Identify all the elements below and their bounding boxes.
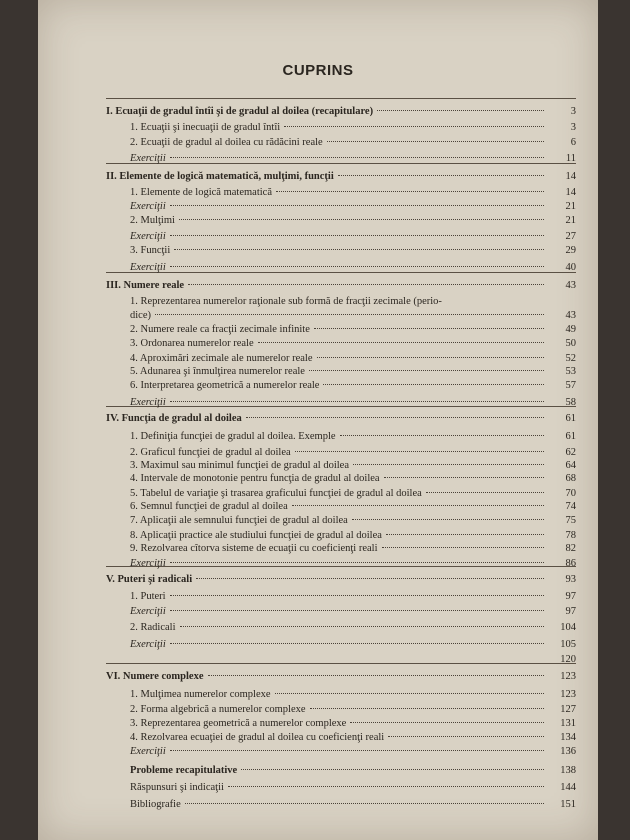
toc-entry-title: 2. Forma algebrică a numerelor complexe	[130, 704, 306, 715]
dot-leader	[174, 249, 544, 250]
dot-leader	[155, 314, 544, 315]
dot-leader	[170, 235, 544, 236]
section-divider	[106, 663, 576, 664]
dot-leader	[338, 175, 544, 176]
book-page	[38, 0, 598, 840]
toc-entry	[130, 590, 576, 603]
dot-leader	[180, 626, 545, 627]
dot-leader	[170, 562, 544, 563]
toc-entry-title: 6. Semnul funcţiei de gradul al doilea	[130, 501, 288, 512]
toc-entry-title: Exerciţii	[130, 231, 166, 242]
toc-page-number: 86	[565, 558, 576, 569]
toc-entry-title: 1. Definiţia funcţiei de gradul al doilea. Exemple	[130, 431, 336, 442]
toc-page-number: 78	[565, 530, 576, 541]
toc-page-number: 82	[565, 543, 576, 554]
toc-entry	[130, 446, 576, 459]
toc-entry	[130, 731, 576, 744]
toc-entry-title: 8. Aplicaţii practice ale studiului funcţiei de gradul al doilea	[130, 530, 382, 541]
toc-page-number: 61	[565, 413, 576, 424]
dot-leader	[353, 464, 544, 465]
toc-page-number: 105	[560, 639, 576, 650]
toc-page-number: 136	[560, 746, 576, 757]
toc-page-number: 21	[565, 201, 576, 212]
dot-leader	[170, 401, 544, 402]
toc-entry-title: V. Puteri şi radicali	[106, 574, 193, 585]
toc-entry-title: Exerciţii	[130, 153, 166, 164]
toc-exercises-entry	[130, 638, 576, 651]
dot-leader	[284, 126, 544, 127]
toc-entry-title: Exerciţii	[130, 262, 166, 273]
toc-entry-title: Exerciţii	[130, 201, 166, 212]
dot-leader	[327, 141, 544, 142]
toc-entry	[130, 430, 576, 443]
toc-entry-title: 7. Aplicaţii ale semnului funcţiei de gradul al doilea	[130, 515, 348, 526]
toc-exercises-entry	[130, 745, 576, 758]
dot-leader	[426, 492, 544, 493]
toc-page-number: 52	[565, 353, 576, 364]
dot-leader	[350, 722, 544, 723]
toc-entry-title: 2. Radicali	[130, 622, 176, 633]
toc-entry-title: 4. Rezolvarea ecuaţiei de gradul al doilea cu coeficienţi reali	[130, 732, 385, 743]
toc-entry	[130, 379, 576, 392]
dot-leader	[382, 547, 544, 548]
toc-entry-title: VI. Numere complexe	[106, 671, 204, 682]
toc-page-number: 97	[565, 606, 576, 617]
dot-leader	[310, 708, 544, 709]
toc-page-number: 6	[570, 137, 576, 148]
toc-entry-title: Răspunsuri şi indicaţii	[130, 782, 224, 793]
dot-leader	[386, 534, 544, 535]
toc-entry	[130, 781, 576, 794]
toc-page-number: 27	[565, 231, 576, 242]
toc-entry-title: 3. Maximul sau minimul funcţiei de gradul al doilea	[130, 460, 349, 471]
dot-leader	[170, 595, 544, 596]
toc-entry	[130, 365, 576, 378]
dot-leader	[275, 693, 544, 694]
dot-leader	[170, 266, 544, 267]
toc-page-number: 53	[565, 366, 576, 377]
toc-page-number: 123	[560, 671, 576, 682]
dot-leader	[208, 675, 545, 676]
page-title: CUPRINS	[282, 62, 354, 79]
toc-exercises-entry	[130, 396, 576, 409]
toc-entry-title: I. Ecuaţii de gradul întîi şi de gradul al doilea (recapitulare)	[106, 106, 374, 117]
toc-entry	[130, 309, 576, 322]
table-of-contents	[38, 0, 598, 840]
dot-leader	[309, 370, 544, 371]
toc-entry-title: 2. Numere reale ca fracţii zecimale infinite	[130, 324, 310, 335]
dot-leader	[241, 769, 544, 770]
toc-entry-title: 1. Puteri	[130, 591, 166, 602]
dot-leader	[276, 191, 544, 192]
dot-leader	[170, 643, 544, 644]
dot-leader	[323, 384, 544, 385]
toc-entry	[130, 529, 576, 542]
toc-page-number: 58	[565, 397, 576, 408]
toc-entry-title: Exerciţii	[130, 397, 166, 408]
dot-leader	[377, 110, 544, 111]
toc-page-number: 43	[565, 280, 576, 291]
toc-entry	[130, 244, 576, 257]
toc-page-number: 62	[565, 447, 576, 458]
dot-leader	[170, 157, 544, 158]
toc-entry-title: 1. Elemente de logică matematică	[130, 187, 272, 198]
toc-entry	[130, 337, 576, 350]
toc-page-number: 127	[560, 704, 576, 715]
toc-entry	[130, 764, 576, 777]
toc-page-number: 75	[565, 515, 576, 526]
dot-leader	[317, 357, 545, 358]
toc-page-number: 3	[570, 106, 576, 117]
dot-leader	[314, 328, 544, 329]
toc-entry	[130, 717, 576, 730]
toc-entry-title: IV. Funcţia de gradul al doilea	[106, 413, 242, 424]
toc-entry-title: dice)	[130, 310, 151, 321]
dot-leader	[340, 435, 544, 436]
toc-exercises-entry	[130, 152, 576, 165]
toc-page-number: 93	[565, 574, 576, 585]
toc-entry	[130, 487, 576, 500]
dot-leader	[188, 284, 544, 285]
toc-entry-title: 1. Ecuaţii şi inecuaţii de gradul întîi	[130, 122, 281, 133]
toc-page-number: 144	[560, 782, 576, 793]
dot-leader	[179, 219, 544, 220]
toc-entry-title: 4. Aproximări zecimale ale numerelor reale	[130, 353, 313, 364]
toc-entry	[130, 295, 576, 308]
section-divider	[106, 98, 576, 99]
toc-page-number: 104	[560, 622, 576, 633]
toc-page-number: 21	[565, 215, 576, 226]
dot-leader	[185, 803, 544, 804]
dot-leader	[246, 417, 544, 418]
toc-entry-title: 6. Interpretarea geometrică a numerelor reale	[130, 380, 320, 391]
toc-page-number: 57	[565, 380, 576, 391]
toc-chapter-entry	[106, 412, 576, 425]
toc-entry	[130, 472, 576, 485]
toc-page-number: 61	[565, 431, 576, 442]
toc-entry-title: 3. Funcţii	[130, 245, 171, 256]
toc-entry-title: Exerciţii	[130, 639, 166, 650]
toc-page-number: 151	[560, 799, 576, 810]
toc-entry-title: 2. Mulţimi	[130, 215, 175, 226]
toc-page-number: 43	[565, 310, 576, 321]
dot-leader	[352, 519, 544, 520]
dot-leader	[170, 750, 544, 751]
toc-page-number: 14	[565, 171, 576, 182]
toc-entry-title: II. Elemente de logică matematică, mulţimi, funcţii	[106, 171, 334, 182]
toc-exercises-entry	[130, 605, 576, 618]
toc-entry-title: 5. Adunarea şi înmulţirea numerelor reale	[130, 366, 305, 377]
toc-page-number: 134	[560, 732, 576, 743]
toc-exercises-entry	[130, 261, 576, 274]
toc-page-number: 11	[565, 153, 576, 164]
toc-page-number: 131	[560, 718, 576, 729]
toc-page-number: 50	[565, 338, 576, 349]
toc-page-number: 74	[565, 501, 576, 512]
toc-entry-title: 5. Tabelul de variaţie şi trasarea graficului funcţiei de gradul al doilea	[130, 488, 422, 499]
dot-leader	[384, 477, 544, 478]
toc-entry	[130, 514, 576, 527]
dot-leader	[258, 342, 544, 343]
toc-entry	[130, 214, 576, 227]
toc-entry	[130, 703, 576, 716]
toc-page-number: 14	[565, 187, 576, 198]
toc-page-number: 123	[560, 689, 576, 700]
toc-exercises-entry	[130, 200, 576, 213]
toc-page-number: 97	[565, 591, 576, 602]
toc-page-number: 68	[565, 473, 576, 484]
dot-leader	[292, 505, 544, 506]
toc-entry-title: 1. Reprezentarea numerelor raţionale sub formă de fracţii zecimale (perio-	[130, 296, 442, 307]
toc-page-number: 138	[560, 765, 576, 776]
toc-entry-title: 2. Graficul funcţiei de gradul al doilea	[130, 447, 291, 458]
dot-leader	[196, 578, 544, 579]
toc-page-number: 40	[565, 262, 576, 273]
dot-leader	[170, 610, 544, 611]
dot-leader	[170, 205, 544, 206]
toc-entry-title: 1. Mulţimea numerelor complexe	[130, 689, 271, 700]
toc-entry-title: Probleme recapitulative	[130, 765, 238, 776]
toc-entry	[130, 352, 576, 365]
toc-entry	[130, 136, 576, 149]
toc-chapter-entry	[106, 105, 576, 118]
toc-exercises-entry	[130, 230, 576, 243]
toc-page-number: 120	[560, 654, 576, 665]
toc-page-number: 49	[565, 324, 576, 335]
toc-exercises-entry	[130, 557, 576, 570]
dot-leader	[295, 451, 544, 452]
toc-entry-title: III. Numere reale	[106, 280, 185, 291]
toc-entry	[130, 323, 576, 336]
toc-entry-title: Exerciţii	[130, 606, 166, 617]
toc-entry	[130, 542, 576, 555]
toc-entry-title: Exerciţii	[130, 746, 166, 757]
toc-page-number: 3	[570, 122, 576, 133]
toc-page-number: 70	[565, 488, 576, 499]
toc-entry	[130, 186, 576, 199]
toc-entry-title: 2. Ecuaţii de gradul al doilea cu rădăcini reale	[130, 137, 323, 148]
toc-entry	[130, 121, 576, 134]
toc-entry	[130, 798, 576, 811]
toc-chapter-entry	[106, 573, 576, 586]
toc-entry	[130, 688, 576, 701]
toc-entry	[130, 459, 576, 472]
toc-page-number: 64	[565, 460, 576, 471]
toc-entry-title: 9. Rezolvarea cîtorva sisteme de ecuaţii cu coeficienţi reali	[130, 543, 378, 554]
toc-entry-title: 3. Reprezentarea geometrică a numerelor complexe	[130, 718, 347, 729]
toc-entry-title: Bibliografie	[130, 799, 181, 810]
toc-entry-title: Exerciţii	[130, 558, 166, 569]
toc-chapter-entry	[106, 170, 576, 183]
toc-entry-title: 3. Ordonarea numerelor reale	[130, 338, 254, 349]
toc-page-number: 29	[565, 245, 576, 256]
dot-leader	[228, 786, 544, 787]
toc-chapter-entry	[106, 670, 576, 683]
toc-entry-title: 4. Intervale de monotonie pentru funcţia de gradul al doilea	[130, 473, 380, 484]
toc-chapter-entry	[106, 279, 576, 292]
dot-leader	[388, 736, 544, 737]
toc-entry	[130, 500, 576, 513]
toc-entry	[130, 621, 576, 634]
